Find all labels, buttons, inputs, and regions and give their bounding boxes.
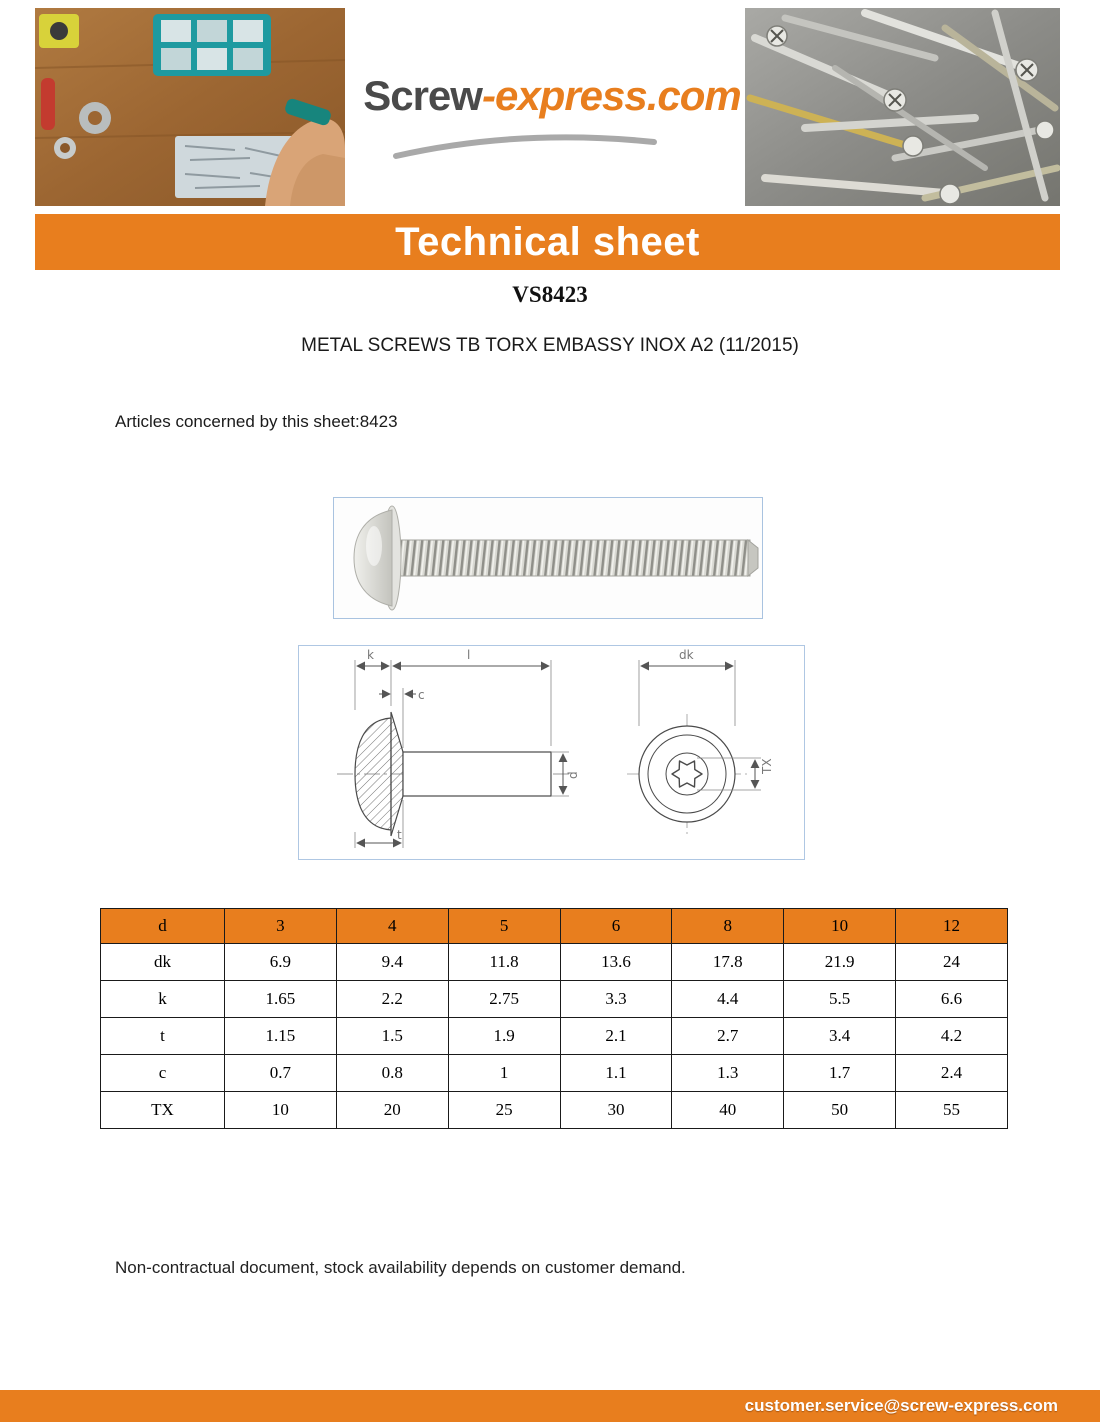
dim-label-c: c [418,688,425,702]
spec-table-header-cell: 8 [672,909,784,944]
value-cell: 6.9 [225,944,337,981]
screws-photo-art [745,8,1060,206]
value-cell: 11.8 [448,944,560,981]
value-cell: 3.4 [784,1018,896,1055]
footnote: Non-contractual document, stock availability depends on customer demand. [115,1258,686,1277]
dim-label-t: t [397,828,402,842]
spec-table [100,908,1008,1129]
spec-table-head-row [101,909,1008,944]
value-cell: 6.6 [896,981,1008,1018]
value-cell: 0.8 [336,1055,448,1092]
value-cell: 24 [896,944,1008,981]
value-cell: 1.15 [225,1018,337,1055]
dim-label-k: k [367,648,374,662]
value-cell: 1.3 [672,1055,784,1092]
logo-swoosh [390,132,660,162]
value-cell: 4.4 [672,981,784,1018]
dim-label-d: d [566,771,580,779]
value-cell: 1.1 [560,1055,672,1092]
banner-title: Technical sheet [395,220,700,264]
value-cell: 40 [672,1092,784,1129]
dim-label-dk: dk [679,648,694,662]
banner [35,214,1060,270]
value-cell: 30 [560,1092,672,1129]
value-cell: 2.2 [336,981,448,1018]
value-cell: 5.5 [784,981,896,1018]
spec-table-header-cell: d [101,909,225,944]
dim-label-l: l [467,648,471,662]
spec-table-header-cell: 5 [448,909,560,944]
value-cell: 20 [336,1092,448,1129]
value-cell: 55 [896,1092,1008,1129]
value-cell: 0.7 [225,1055,337,1092]
value-cell: 1.65 [225,981,337,1018]
workbench-photo [35,8,345,206]
value-cell: 10 [225,1092,337,1129]
row-label-cell: t [101,1018,225,1055]
value-cell: 1.5 [336,1018,448,1055]
footer-bar [0,1390,1100,1422]
spec-table-header-cell: 6 [560,909,672,944]
logo [352,72,752,120]
row-label-cell: TX [101,1092,225,1129]
document-title: METAL SCREWS TB TORX EMBASSY INOX A2 (11/2015) [301,335,799,356]
value-cell: 1 [448,1055,560,1092]
dim-label-tx: TX [760,758,774,774]
table-row [101,944,1008,981]
table-row [101,1055,1008,1092]
document-code: VS8423 [512,282,588,307]
screws-photo [745,8,1060,206]
value-cell: 3.3 [560,981,672,1018]
workbench-photo-art [35,8,345,206]
spec-table-body [101,944,1008,1129]
value-cell: 13.6 [560,944,672,981]
value-cell: 17.8 [672,944,784,981]
table-row [101,1018,1008,1055]
spec-table-header-cell: 10 [784,909,896,944]
value-cell: 2.75 [448,981,560,1018]
row-label-cell: dk [101,944,225,981]
contact-email[interactable]: customer.service@screw-express.com [744,1396,1058,1415]
product-image [333,497,763,619]
value-cell: 2.7 [672,1018,784,1055]
value-cell: 2.1 [560,1018,672,1055]
value-cell: 1.7 [784,1055,896,1092]
logo-text-accent: -express.com [481,72,741,119]
spec-table-header-cell: 3 [225,909,337,944]
spec-table-header-cell: 12 [896,909,1008,944]
table-row [101,1092,1008,1129]
articles-line: Articles concerned by this sheet:8423 [115,412,398,431]
value-cell: 2.4 [896,1055,1008,1092]
row-label-cell: k [101,981,225,1018]
value-cell: 9.4 [336,944,448,981]
value-cell: 4.2 [896,1018,1008,1055]
value-cell: 21.9 [784,944,896,981]
row-label-cell: c [101,1055,225,1092]
spec-table-header-cell: 4 [336,909,448,944]
value-cell: 25 [448,1092,560,1129]
value-cell: 50 [784,1092,896,1129]
technical-drawing [298,645,805,860]
table-row [101,981,1008,1018]
logo-text-primary: Screw [363,72,482,119]
value-cell: 1.9 [448,1018,560,1055]
